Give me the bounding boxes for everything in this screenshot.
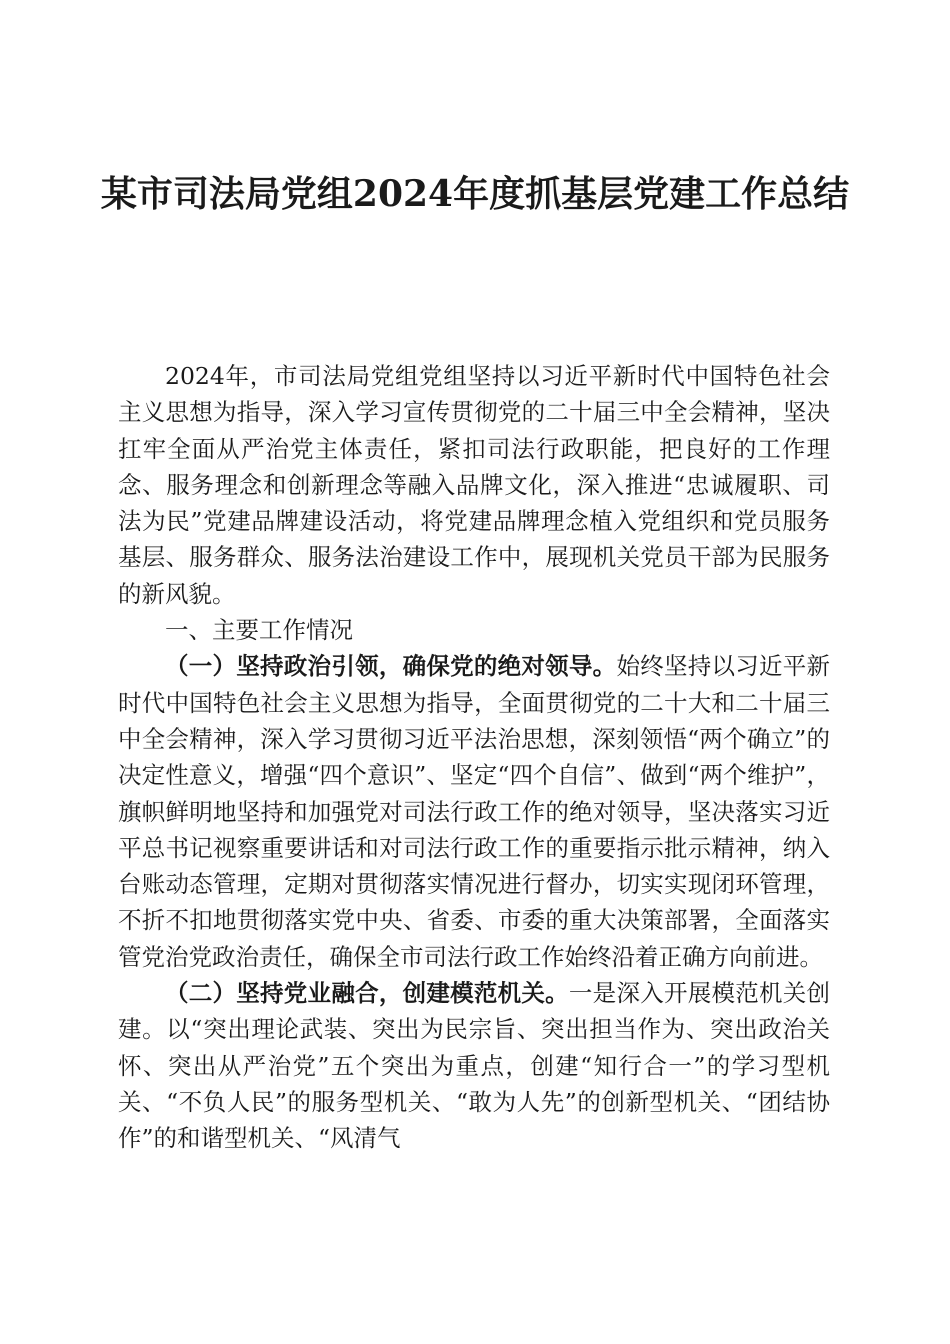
document-title: 某市司法局党组2024年度抓基层党建工作总结 bbox=[100, 173, 850, 215]
item-1-lead: （一）坚持政治引领，确保党的绝对领导。 bbox=[165, 652, 617, 681]
item-1-text: 始终坚持以习近平新时代中国特色社会主义思想为指导，全面贯彻党的二十大和二十届三中全会精神，深入学习贯彻习近平法治思想，深刻领悟“两个确立”的决定性意义，增强“四个意识”、坚定“四个自信”、做到“两个维护”，旗帜鲜明地坚持和加强党对司法行政工作的绝对领导，坚决落实习近平总书记视察重要讲话和对司法行政工作的重要指示批示精神，纳入台账动态管理，定期对贯彻落实情况进行督办，切实实现闭环管理，不折不扣地贯彻落实党中央、省委、市委的重大决策部署，全面落实管党治党政治责任，确保全市司法行政工作始终沿着正确方向前进。 bbox=[118, 652, 831, 971]
item-2-lead: （二）坚持党业融合，创建模范机关。 bbox=[165, 979, 569, 1008]
section-heading: 一、主要工作情况 bbox=[165, 616, 353, 645]
item-2-text: 一是深入开展模范机关创建。以“突出理论武装、突出为民宗旨、突出担当作为、突出政治关怀、突出从严治党”五个突出为重点，创建“知行合一”的学习型机关、“不负人民”的服务型机关、“敢为人先”的创新型机关、“团结协作”的和谐型机关、“风清气 bbox=[118, 979, 831, 1153]
item-2-paragraph bbox=[118, 975, 830, 1156]
document-body bbox=[118, 358, 830, 1157]
intro-paragraph: 2024年，市司法局党组党组坚持以习近平新时代中国特色社会主义思想为指导，深入学习宣传贯彻党的二十届三中全会精神，坚决扛牢全面从严治党主体责任，紧扣司法行政职能，把良好的工作理念、服务理念和创新理念等融入品牌文化，深入推进“忠诚履职、司法为民”党建品牌建设活动，将党建品牌理念植入党组织和党员服务基层、服务群众、服务法治建设工作中，展现机关党员干部为民服务的新风貌。 bbox=[118, 362, 830, 608]
item-1-paragraph bbox=[118, 648, 830, 975]
